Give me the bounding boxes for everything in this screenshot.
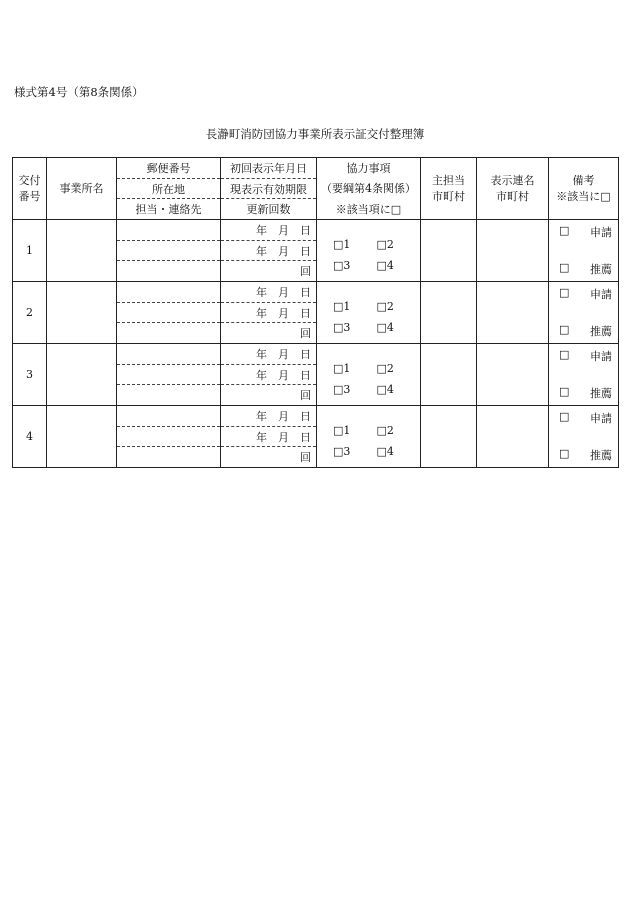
apply-label: 申請 [590,288,612,301]
date-cell [221,282,317,344]
header-main-town: 主担当 市町村 [421,158,477,220]
linked-town-cell [477,220,549,282]
header-address-group [117,158,221,220]
recommend-label: 推薦 [590,387,612,400]
business-name-cell [47,406,117,468]
main-town-cell [421,406,477,468]
address-cell [117,220,221,282]
date-cell [221,220,317,282]
date-cell [221,406,317,468]
main-town-cell [421,282,477,344]
coop-item-2: □2 [376,299,394,313]
header-coop-items: 協力事項 （要綱第4条関係） ※該当項に□ [317,158,421,220]
coop-item-1: □1 [333,237,351,251]
checkbox-icon: □ [559,410,570,423]
checkbox-icon: □ [559,447,570,460]
business-name-cell [47,344,117,406]
apply-label: 申請 [590,350,612,363]
header-first-display-date: 初回表示年月日 [230,161,307,175]
apply-label: 申請 [590,226,612,239]
header-postal-code: 郵便番号 [146,161,191,175]
header-date-group [221,158,317,220]
checkbox-icon: □ [559,286,570,299]
linked-town-cell [477,406,549,468]
coop-item-1: □1 [333,299,351,313]
coop-item-1: □1 [333,423,351,437]
address-cell [117,344,221,406]
coop-item-2: □2 [376,423,394,437]
header-business-name: 事業所名 [47,158,117,220]
coop-item-2: □2 [376,237,394,251]
renewal-count: 回 [221,384,316,405]
checkbox-icon: □ [559,261,570,274]
header-valid-until: 現表示有効期限 [221,178,316,199]
address-cell [117,282,221,344]
remarks-cell [549,282,619,344]
document-title: 長瀞町消防団協力事業所表示証交付整理簿 [205,127,425,141]
valid-until-date: 年 月 日 [221,302,316,323]
checkbox-icon: □ [559,385,570,398]
coop-item-2: □2 [376,361,394,375]
checkbox-icon: □ [559,224,570,237]
table-row [13,406,619,468]
valid-until-date: 年 月 日 [221,240,316,261]
date-cell [221,344,317,406]
table-row [13,220,619,282]
first-display-date: 年 月 日 [256,409,311,423]
header-address: 所在地 [117,178,220,199]
remarks-cell [549,406,619,468]
renewal-count: 回 [221,446,316,467]
coop-item-3: □3 [333,444,351,458]
header-issue-number: 交付 番号 [13,158,47,220]
valid-until-date: 年 月 日 [221,426,316,447]
coop-item-3: □3 [333,320,351,334]
main-town-cell [421,220,477,282]
business-name-cell [47,282,117,344]
coop-items-cell [317,220,421,282]
address-cell [117,406,221,468]
header-row [13,158,619,220]
valid-until-date: 年 月 日 [221,364,316,385]
first-display-date: 年 月 日 [256,223,311,237]
row-number: 3 [13,344,47,406]
register-table [12,157,619,468]
row-number: 1 [13,220,47,282]
table-row [13,344,619,406]
table-row [13,282,619,344]
coop-item-3: □3 [333,258,351,272]
coop-items-cell [317,344,421,406]
header-contact: 担当・連絡先 [117,198,220,219]
form-number: 様式第4号（第8条関係） [14,85,144,99]
coop-items-cell [317,282,421,344]
first-display-date: 年 月 日 [256,347,311,361]
header-linked-town: 表示連名 市町村 [477,158,549,220]
coop-item-3: □3 [333,382,351,396]
coop-item-4: □4 [376,258,394,272]
business-name-cell [47,220,117,282]
header-renewals: 更新回数 [221,198,316,219]
header-remarks: 備考 ※該当に□ [549,158,619,220]
coop-item-4: □4 [376,320,394,334]
first-display-date: 年 月 日 [256,285,311,299]
remarks-cell [549,344,619,406]
coop-item-1: □1 [333,361,351,375]
recommend-label: 推薦 [590,449,612,462]
row-number: 2 [13,282,47,344]
linked-town-cell [477,282,549,344]
coop-item-4: □4 [376,382,394,396]
coop-items-cell [317,406,421,468]
main-town-cell [421,344,477,406]
checkbox-icon: □ [559,323,570,336]
renewal-count: 回 [221,322,316,343]
recommend-label: 推薦 [590,263,612,276]
remarks-cell [549,220,619,282]
renewal-count: 回 [221,260,316,281]
row-number: 4 [13,406,47,468]
recommend-label: 推薦 [590,325,612,338]
checkbox-icon: □ [559,348,570,361]
coop-item-4: □4 [376,444,394,458]
linked-town-cell [477,344,549,406]
apply-label: 申請 [590,412,612,425]
